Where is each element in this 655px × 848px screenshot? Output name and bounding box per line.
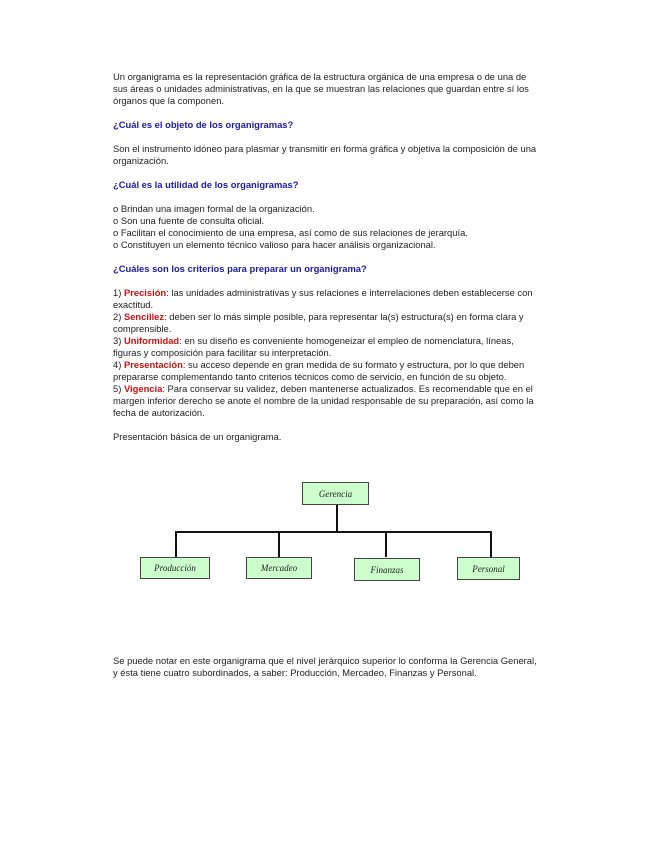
org-node-mercadeo: Mercadeo xyxy=(246,557,312,579)
conclusion-paragraph: Se puede notar en este organigrama que el nivel jerárquico superior lo conforma la Gerencia General, y ésta tiene cuatro subordinados, a saber: Producción, Mercadeo, Finanzas y Personal. xyxy=(113,655,537,678)
criterion-item xyxy=(113,335,538,359)
org-node-gerencia: Gerencia xyxy=(302,482,369,505)
criterios-list xyxy=(113,287,538,419)
org-node-produccion: Producción xyxy=(140,557,210,579)
criterion-number: 4) xyxy=(113,359,122,370)
criterion-name: Uniformidad xyxy=(123,335,180,346)
criterion-name: Vigencia xyxy=(123,383,163,394)
criterion-name: Presentación xyxy=(123,359,183,370)
list-item: o Constituyen un elemento técnico valioso para hacer análisis organizacional. xyxy=(113,239,436,250)
criterion-item xyxy=(113,359,538,383)
criterion-text: : las unidades administrativas y sus relaciones e interrelaciones deben establecerse con exactitud. xyxy=(113,287,533,310)
criterion-number: 3) xyxy=(113,335,122,346)
document-body xyxy=(113,71,538,443)
list-item: o Son una fuente de consulta oficial. xyxy=(113,215,265,226)
criterion-item xyxy=(113,383,538,419)
org-node-finanzas: Finanzas xyxy=(354,558,420,581)
list-item: o Brindan una imagen formal de la organización. xyxy=(113,203,315,214)
intro-paragraph: Un organigrama es la representación gráfica de la estructura orgánica de una empresa o de una de sus áreas o unidades administrativas, en la que se muestran las relaciones que guardan entre sí los órganos que la componen. xyxy=(113,71,529,106)
criterion-item xyxy=(113,287,538,311)
criterion-text: : Para conservar su validez, deben mantenerse actualizados. Es recomendable que en el margen inferior derecho se anote el nombre de la unidad responsable de su preparación, así como la fecha de autorización. xyxy=(113,383,534,418)
child-connector xyxy=(175,531,177,557)
criterion-item xyxy=(113,311,538,335)
criterion-number: 2) xyxy=(113,311,122,322)
root-connector xyxy=(336,504,338,532)
heading-utilidad: ¿Cuál es la utilidad de los organigramas? xyxy=(113,179,299,190)
criterion-text: : en su diseño es conveniente homogeneizar el empleo de nomenclatura, líneas, figuras y composición para facilitar su interpretación. xyxy=(113,335,514,358)
criterion-number: 1) xyxy=(113,287,122,298)
heading-objeto: ¿Cuál es el objeto de los organigramas? xyxy=(113,119,294,130)
horizontal-connector xyxy=(175,531,492,533)
heading-criterios: ¿Cuáles son los criterios para preparar un organigrama? xyxy=(113,263,367,274)
list-item: o Facilitan el conocimiento de una empresa, así como de sus relaciones de jerarquía. xyxy=(113,227,468,238)
child-connector xyxy=(278,531,280,557)
chart-caption: Presentación básica de un organigrama. xyxy=(113,431,282,442)
criterion-name: Precisión xyxy=(123,287,167,298)
criterion-text: : deben ser lo más simple posible, para representar la(s) estructura(s) en forma clara y comprensible. xyxy=(113,311,524,334)
utilidad-list xyxy=(113,203,538,251)
child-connector xyxy=(385,531,387,557)
objeto-paragraph: Son el instrumento idóneo para plasmar y transmitir en forma gráfica y objetiva la composición de una organización. xyxy=(113,143,537,166)
criterion-text: : su acceso depende en gran medida de su formato y estructura, por lo que deben prepararse complementando tanto criterios técnicos como de servicio, en función de su objeto. xyxy=(113,359,525,382)
org-node-personal: Personal xyxy=(457,557,520,580)
criterion-number: 5) xyxy=(113,383,122,394)
criterion-name: Sencillez xyxy=(123,311,165,322)
child-connector xyxy=(490,531,492,557)
